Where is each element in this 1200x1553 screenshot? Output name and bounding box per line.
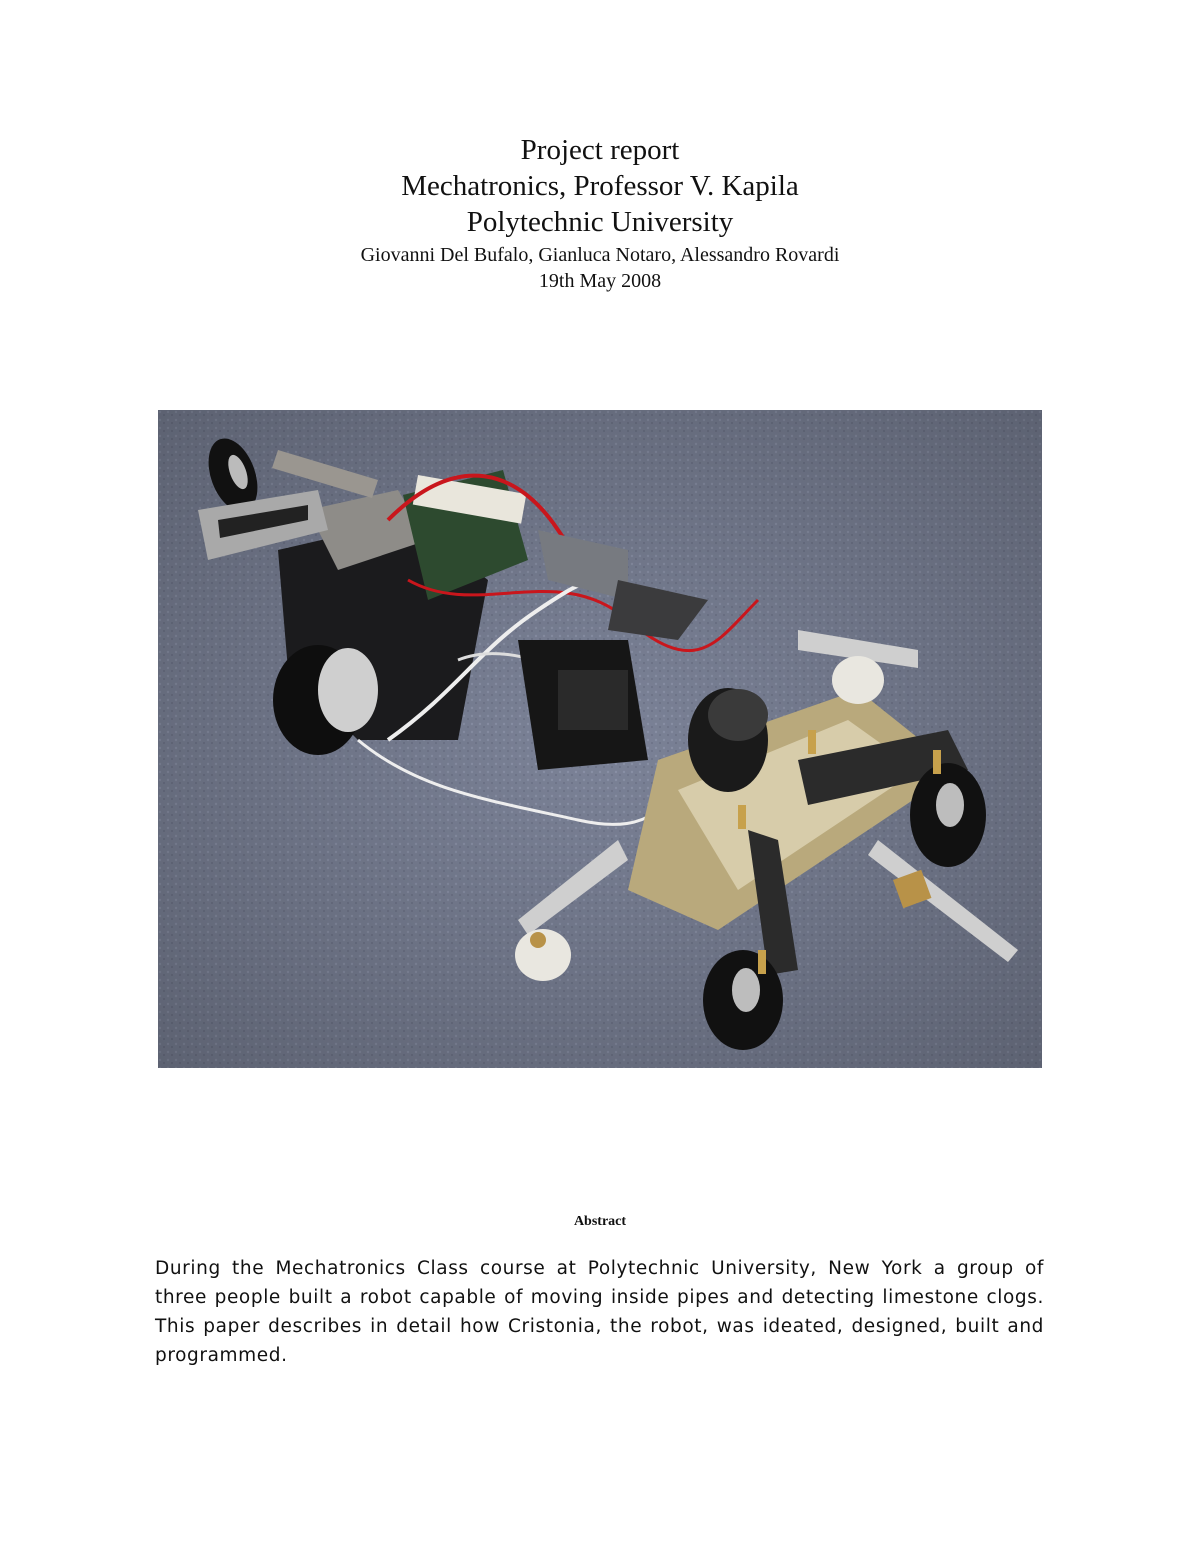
institution-line: Polytechnic University (466, 206, 734, 238)
robot-photo (158, 410, 1042, 1068)
abstract-heading: Abstract (573, 1214, 627, 1229)
authors-line: Giovanni Del Bufalo, Gianluca Notaro, Alessandro Rovardi (360, 244, 840, 266)
report-title: Project report (520, 134, 680, 166)
abstract-body: During the Mechatronics Class course at Polytechnic University, New York a group of three people built a robot capable of moving inside pipes and detecting limestone clogs. This paper describes in detail how Cristonia, the robot, was ideated, designed, built and programmed. (155, 1258, 1044, 1366)
date-line: 19th May 2008 (538, 270, 662, 292)
title-block (0, 132, 1200, 294)
course-line: Mechatronics, Professor V. Kapila (401, 170, 799, 202)
